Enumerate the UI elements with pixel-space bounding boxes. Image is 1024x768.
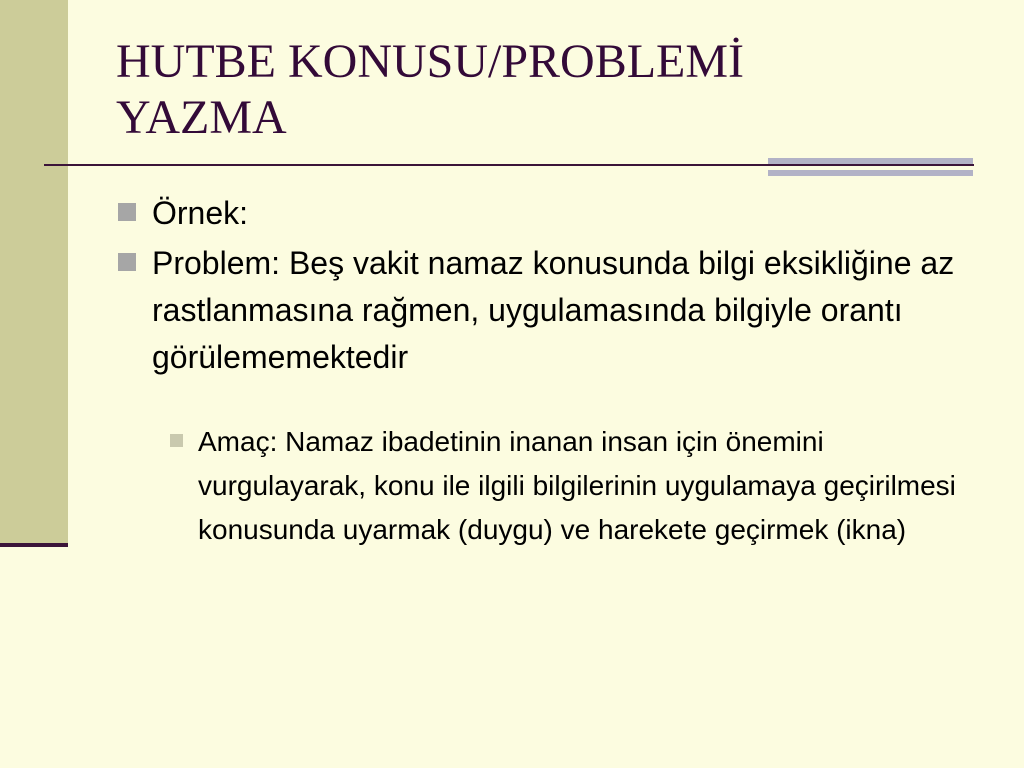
sub-bullet-text: Amaç: Namaz ibadetinin inanan insan için önemini vurgulayarak, konu ile ilgili bilgilerinin uygulamaya geçirilmesi konusunda uyarmak (duygu) ve harekete geçirmek (ikna) xyxy=(198,426,956,545)
left-decorative-band xyxy=(0,0,68,545)
left-band-underline xyxy=(0,543,68,547)
square-bullet-icon xyxy=(118,203,136,221)
accent-bar-lower xyxy=(768,170,973,176)
title-divider-rule xyxy=(44,164,974,166)
bullet-item-ornek xyxy=(116,190,976,237)
slide-content xyxy=(116,190,976,552)
square-bullet-icon xyxy=(118,253,136,271)
bullet-item-problem xyxy=(116,240,976,381)
accent-bar-upper xyxy=(768,158,973,164)
slide-title-line-1: HUTBE KONUSU/PROBLEMİ xyxy=(116,35,745,88)
slide-title xyxy=(116,34,976,146)
bullet-text: Örnek: xyxy=(152,195,249,231)
slide-title-line-2: YAZMA xyxy=(116,91,287,144)
bullet-text: Problem: Beş vakit namaz konusunda bilgi eksikliğine az rastlanmasına rağmen, uygulamasında bilgiyle orantı görülememektedir xyxy=(152,245,955,375)
sub-bullet-item-amac xyxy=(170,420,976,552)
square-sub-bullet-icon xyxy=(170,434,183,447)
